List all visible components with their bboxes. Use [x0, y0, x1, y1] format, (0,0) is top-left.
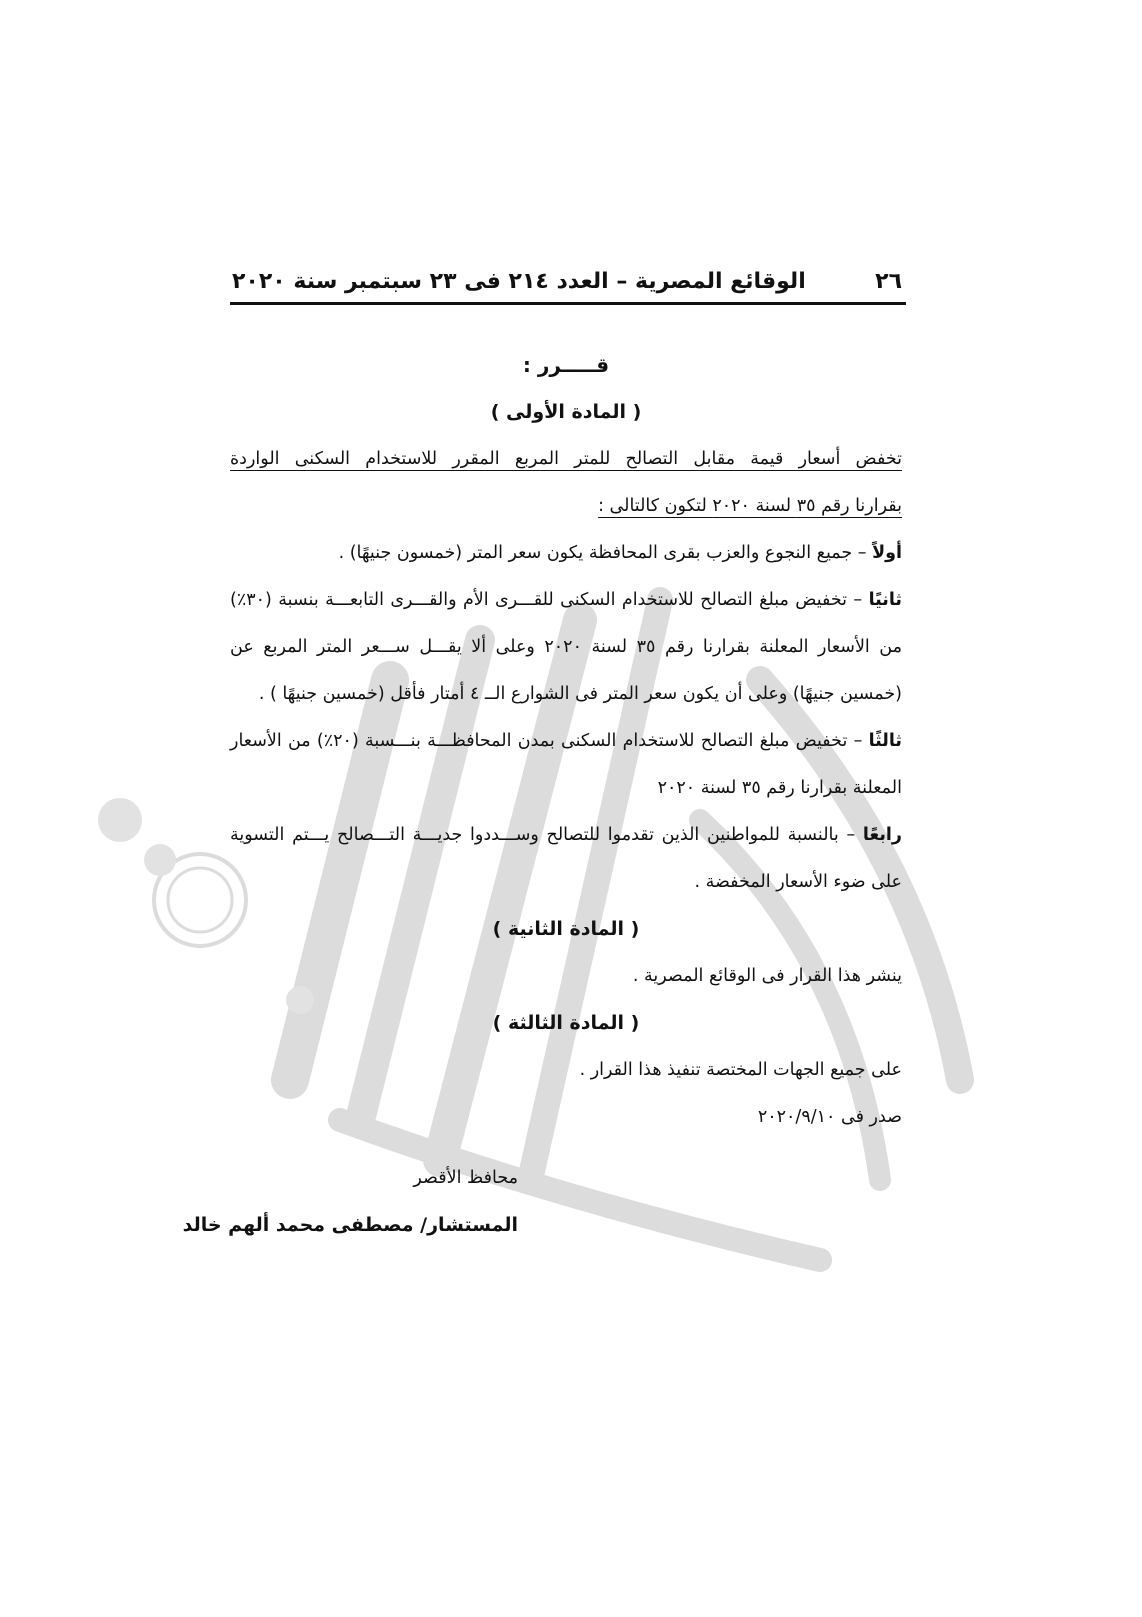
clause-third — [230, 718, 902, 812]
article-2-title: ( المادة الثانية ) — [492, 918, 640, 940]
issue-date: صدر فى ٢٠٢٠/٩/١٠ — [757, 1107, 902, 1127]
article-3-title: ( المادة الثالثة ) — [492, 1012, 640, 1034]
article-1-intro-line-2 — [230, 483, 902, 530]
clause-first — [230, 530, 902, 577]
article-2-text: ينشر هذا القرار فى الوقائع المصرية . — [632, 966, 902, 986]
signatory-title: محافظ الأقصر — [413, 1168, 518, 1188]
clause-third-label: ثالثًا — [868, 731, 902, 751]
clause-second-label: ثانيًا — [868, 590, 902, 610]
article-1-title: ( المادة الأولى ) — [490, 401, 642, 423]
clause-fourth-text: – بالنسبة للمواطنين الذين تقدموا للتصالح وســـددوا جديـــة التـــصالح يـــتم التسوية على ضوء الأسعار المخفضة . — [230, 825, 902, 892]
clause-second — [230, 577, 902, 718]
decision-heading: قـــــرر : — [522, 353, 610, 377]
clause-fourth-label: رابعًا — [862, 825, 902, 845]
page-number: ٢٦ — [875, 269, 902, 294]
decision-body — [230, 342, 902, 1141]
article-1-intro-line-1: تخفض أسعار قيمة مقابل التصالح للمتر المربع المقرر للاستخدام السكنى الواردة — [230, 449, 902, 469]
page-header — [232, 258, 902, 294]
clause-first-label: أولاً — [872, 543, 902, 563]
clause-first-text: – جميع النجوع والعزب بقرى المحافظة يكون سعر المتر (خمسون جنيهًا) . — [338, 543, 873, 563]
article-3-text: على جميع الجهات المختصة تنفيذ هذا القرار . — [579, 1060, 902, 1080]
publication-info: الوقائع المصرية – العدد ٢١٤ فى ٢٣ سبتمبر سنة ٢٠٢٠ — [232, 269, 806, 294]
signatory-name: المستشار/ مصطفى محمد ألهم خالد — [182, 1214, 518, 1236]
clause-third-text: – تخفيض مبلغ التصالح للاستخدام السكنى بمدن المحافظـــة بنـــسبة (٢٠٪) من الأسعار المعلنة بقرارنا رقم ٣٥ لسنة ٢٠٢٠ — [230, 731, 902, 798]
clause-fourth — [230, 812, 902, 906]
clause-second-text: – تخفيض مبلغ التصالح للاستخدام السكنى للقـــرى الأم والقـــرى التابعـــة بنسبة (٣٠٪) من الأسعار المعلنة بقرارنا رقم ٣٥ لسنة ٢٠٢٠ وعلى ألا يقـــل ســـعر المتر المربع عن (خمسين جنيهًا) وعلى أن يكون سعر المتر فى الشوارع الــ ٤ أمتار فأقل (خمسين جنيهًا ) . — [230, 590, 902, 704]
article-1-intro-line-2-text: بقرارنا رقم ٣٥ لسنة ٢٠٢٠ لتكون كالتالى : — [598, 496, 902, 516]
header-divider — [230, 302, 906, 305]
